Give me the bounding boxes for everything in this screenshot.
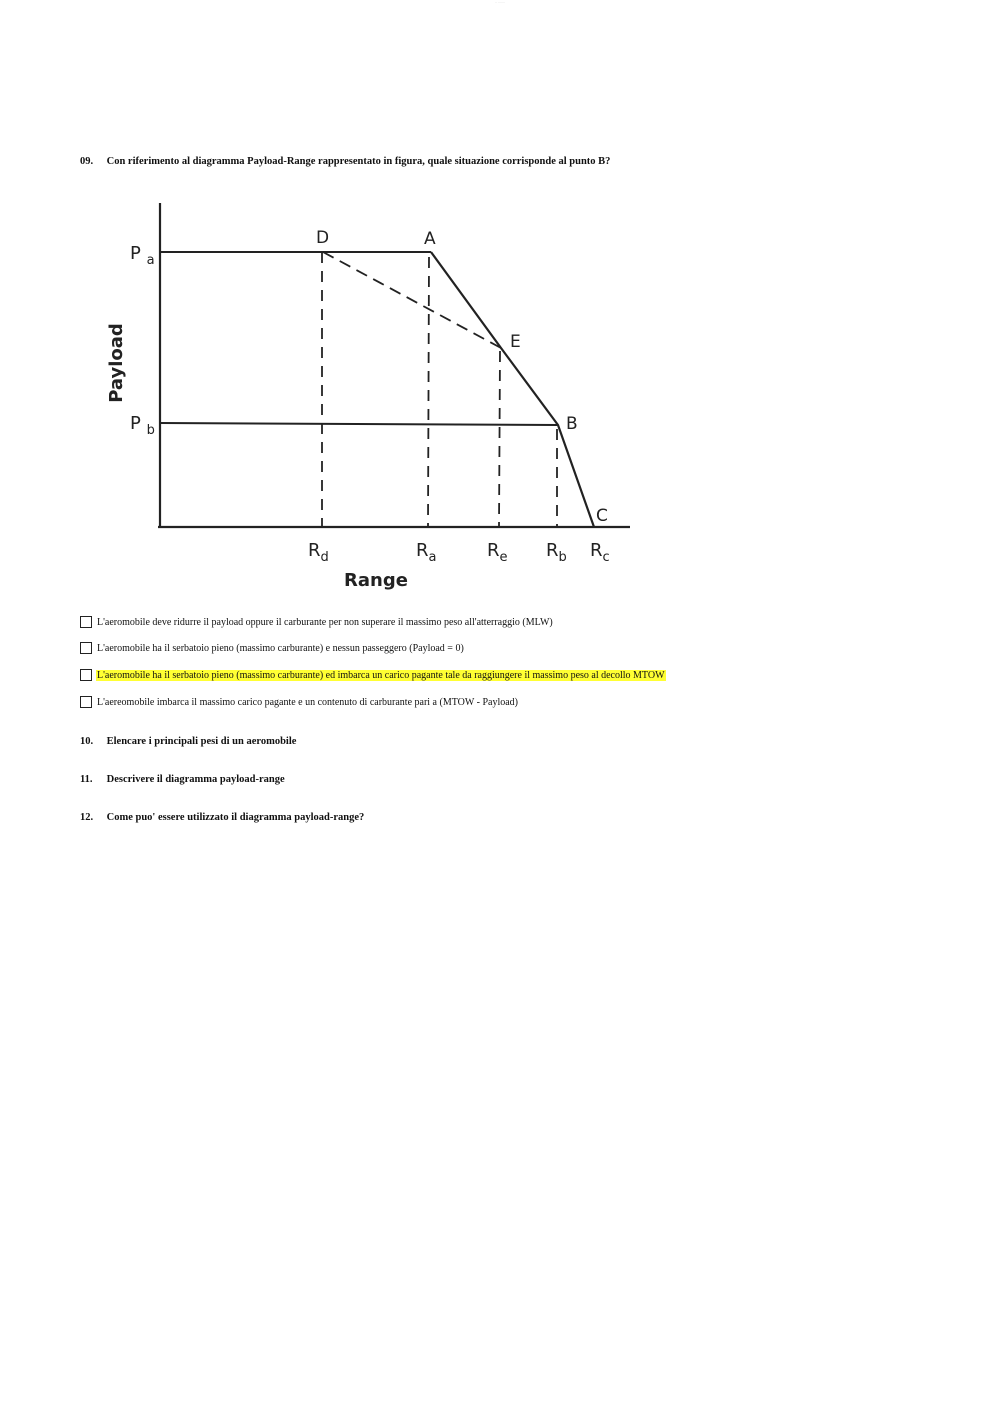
answer-option-1[interactable]: [80, 614, 554, 630]
dashed-re: [499, 351, 500, 527]
dashed-ra: [428, 257, 429, 527]
label-rb: $R_b$: [546, 540, 567, 565]
checkbox-4[interactable]: [80, 696, 92, 708]
label-rc: $R_c$: [590, 540, 610, 565]
axis-label-payload: Payload: [106, 323, 127, 403]
option-text: L'aeromobile deve ridurre il payload oppure il carburante per non superare il massimo peso all'atterraggio (MLW): [97, 616, 553, 628]
checkbox-3[interactable]: [80, 669, 92, 681]
question-text: Come puo' essere utilizzato il diagramma payload-range?: [106, 812, 365, 823]
label-pa: P $_a$: [130, 243, 155, 268]
question-number: 10.: [80, 736, 94, 747]
label-re: $R_e$: [487, 540, 508, 565]
checkbox-1[interactable]: [80, 616, 92, 628]
answer-option-3[interactable]: [80, 667, 666, 683]
label-rd: $R_d$: [308, 540, 329, 565]
question-09: [80, 156, 610, 167]
diagram-svg: [100, 195, 640, 595]
point-e: E: [510, 332, 521, 352]
point-d: D: [316, 228, 330, 248]
option-text: L'aereomobile imbarca il massimo carico pagante e un contenuto di carburante pari a (MTOW - Payload): [97, 696, 518, 708]
payload-range-diagram: [100, 195, 640, 595]
checkbox-2[interactable]: [80, 642, 92, 654]
answer-option-4[interactable]: [80, 694, 519, 710]
option-text-highlighted: L'aeromobile ha il serbatoio pieno (massimo carburante) ed imbarca un carico pagante tale da raggiungere il massimo peso al decollo MTOW: [97, 669, 665, 681]
point-b: B: [566, 414, 578, 434]
question-number: 09.: [80, 156, 94, 167]
line-pb-b: [160, 423, 558, 425]
option-text: L'aeromobile ha il serbatoio pieno (massimo carburante) e nessun passeggero (Payload = 0): [97, 642, 464, 654]
question-number: 11.: [80, 774, 93, 785]
label-ra: $R_a$: [416, 540, 437, 565]
question-11: [80, 774, 285, 785]
header-mark: ·· ·······: [495, 0, 505, 4]
question-text: Descrivere il diagramma payload-range: [106, 774, 285, 785]
question-12: [80, 812, 364, 823]
question-10: [80, 736, 296, 747]
point-c: C: [596, 506, 608, 526]
point-a: A: [424, 229, 436, 249]
question-number: 12.: [80, 812, 94, 823]
axis-label-range: Range: [344, 570, 408, 591]
question-text: Con riferimento al diagramma Payload-Range rappresentato in figura, quale situazione corrisponde al punto B?: [106, 156, 611, 167]
dashed-d-e: [323, 252, 501, 348]
answer-option-2[interactable]: [80, 640, 465, 656]
envelope-line: [431, 252, 594, 527]
label-pb: P $_b$: [130, 413, 155, 438]
question-text: Elencare i principali pesi di un aeromobile: [106, 736, 297, 747]
